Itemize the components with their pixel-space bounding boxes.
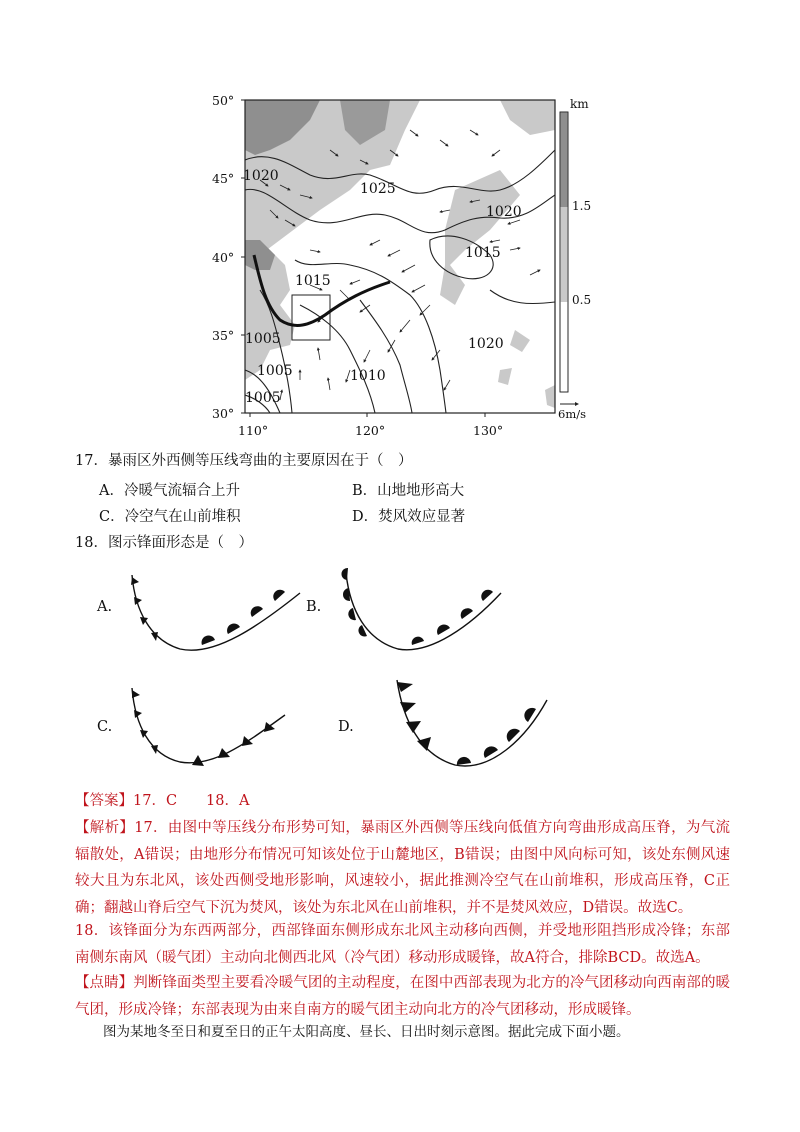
q17-option-a[interactable]: A．冷暖气流辐合上升 [99,483,240,499]
answer-line [75,788,249,814]
legend-tick: 1.5 [572,199,592,213]
q17-option-b[interactable]: B．山地地形高大 [352,483,465,499]
terrain-shading [245,100,555,408]
lat-label: 35° [212,328,235,343]
q17-option-c[interactable]: C．冷空气在山前堆积 [99,509,241,525]
next-question-intro: 图为某地冬至日和夏至日的正午太阳高度、昼长、日出时刻示意图。据此完成下面小题。 [103,1024,630,1040]
isobar-label: 1005 [245,331,281,347]
elevation-legend [558,97,591,421]
legend-tick: 0.5 [572,293,592,307]
isobar-label: 1025 [360,181,396,197]
lon-label: 110° [238,423,269,438]
comment-block [75,970,730,1023]
comment-text: 判断锋面类型主要看冷暖气团的主动程度，在图中西部表现为北方的冷气团移动向西南部的暖气团，形成冷锋；东部表现为由来自南方的暖气团主动向北方的冷气团移动，形成暖锋。 [75,975,731,1018]
front-diagram-a [120,565,310,660]
longitude-labels [238,423,503,438]
q18-option-c[interactable]: C. [97,719,113,735]
answer-tag: 【答案】 [75,793,133,809]
lat-label: 45° [212,171,235,186]
lon-label: 120° [355,423,386,438]
q18-option-a[interactable]: A. [97,599,113,615]
analysis-p2: 18．该锋面分为东西两部分，西部锋面东侧形成东北风主动移向西侧，并受地形阻挡形成冷锋；东部南侧东南风（暖气团）主动向北侧西北风（冷气团）移动形成暖锋，故A符合，排除BCD。故选A。 [75,923,730,966]
isobar-label: 1005 [245,390,281,406]
front-diagram-c [120,680,300,780]
lat-label: 40° [212,250,235,265]
comment-tag: 【点睛】 [75,975,134,991]
wind-scale-label: 6m/s [558,407,586,421]
analysis-text-17: 17．由图中等压线分布形势可知，暴雨区外西侧等压线向低值方向弯曲形成高压脊，为气流辐散处，A错误；由地形分布情况可知该处位于山麓地区，B错误；由图中风向标可知，该处东侧风速较大且为东北风，该处西侧受地形影响，风速较小，据此推测冷空气在山前堆积，形成高压脊，C正确；翻越山脊后空气下沉为焚风，该处为东北风在山前堆积，并不是焚风效应，D错误。故选C。 [75,820,730,916]
legend-unit: km [570,97,589,111]
isobar-label: 1020 [486,204,522,220]
analysis-tag: 【解析】 [75,820,135,836]
weather-map-figure [200,90,620,440]
isobar-label: 1005 [257,363,293,379]
q17-option-d[interactable]: D．焚风效应显著 [352,509,466,525]
front-diagram-b [336,565,511,660]
isobar-label: 1020 [468,336,504,352]
isobar-label: 1020 [243,168,279,184]
answer-text: 17．C 18．A [133,793,250,809]
isobar-label: 1010 [350,368,386,384]
q18-stem: 18．图示锋面形态是（ ） [75,535,253,551]
isobar-label: 1015 [295,273,331,289]
latitude-labels [212,93,234,421]
q18-option-b[interactable]: B. [306,599,322,615]
q18-option-d[interactable]: D. [338,719,354,735]
lon-label: 130° [473,423,504,438]
rainstorm-area-box [292,295,330,340]
isobar-label: 1015 [465,245,501,261]
lat-label: 50° [212,93,235,108]
front-diagram-d [385,670,560,780]
analysis-p1 [75,815,730,921]
q17-stem: 17．暴雨区外西侧等压线弯曲的主要原因在于（ ） [75,453,413,469]
lat-label: 30° [212,406,235,421]
